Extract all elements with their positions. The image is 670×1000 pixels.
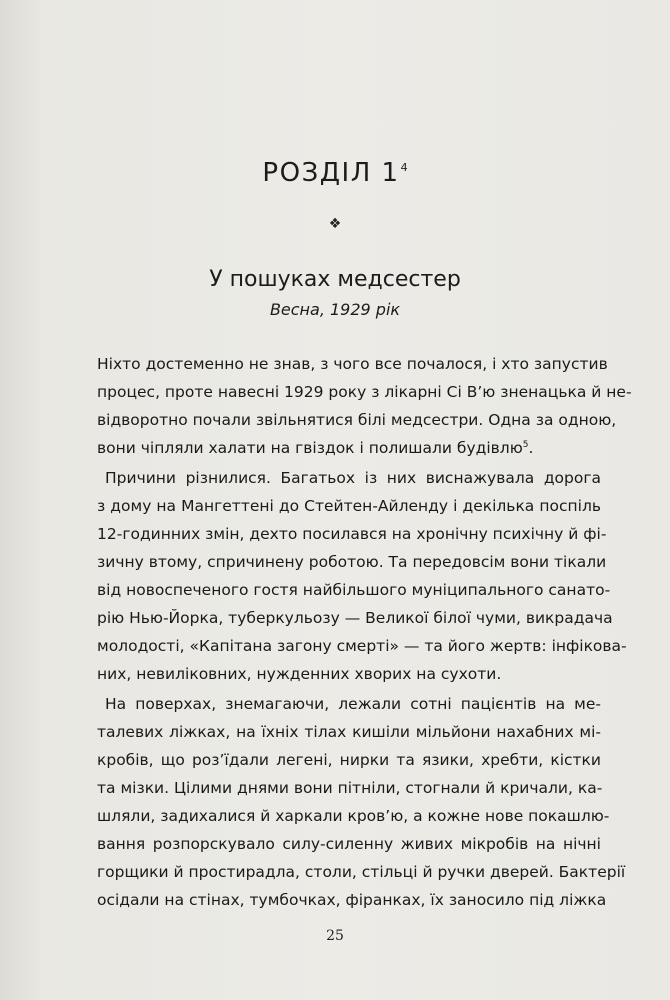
text-line: молодості, «Капітана загону смерті» — та його жертв: інфікова- bbox=[97, 637, 627, 655]
text-line: осідали на стінах, тумбочках, фіранках, їх заносило під ліжка bbox=[97, 891, 607, 909]
text-line: зичну втому, спричинену роботою. Та передовсім вони тікали bbox=[97, 553, 607, 571]
body-text bbox=[97, 350, 632, 914]
chapter-footnote-mark: 4 bbox=[400, 161, 408, 175]
page-number: 25 bbox=[326, 928, 344, 944]
chapter-heading bbox=[0, 158, 670, 188]
text-line: процес, проте навесні 1929 року з лікарні Сі В’ю зненацька й не- bbox=[97, 383, 632, 401]
text-line: 12-годинних змін, дехто посилався на хронічну психічну й фі- bbox=[97, 525, 607, 543]
text-line: відворотно почали звільнятися білі медсестри. Одна за одною, bbox=[97, 411, 617, 429]
text-line: горщики й простирадла, столи, стільці й ручки дверей. Бактерії bbox=[97, 863, 626, 881]
text-line: з дому на Мангеттені до Стейтен-Айленду і декілька поспіль bbox=[97, 497, 601, 515]
text-fragment: . bbox=[528, 439, 534, 457]
text-line: На поверхах, знемагаючи, лежали сотні пацієнтів на ме- bbox=[105, 695, 601, 713]
ornament-divider-icon: ❖ bbox=[328, 216, 342, 232]
text-line: та мізки. Цілими днями вони пітніли, стогнали й кричали, ка- bbox=[97, 779, 603, 797]
paragraph bbox=[97, 464, 627, 688]
section-subtitle: Весна, 1929 рік bbox=[269, 300, 401, 319]
chapter-title: РОЗДІЛ 1 bbox=[262, 158, 400, 188]
text-line: вання розпорскувало силу-силенну живих мікробів на нічні bbox=[97, 835, 601, 853]
section-title: У пошуках медсестер bbox=[209, 267, 461, 292]
paragraph bbox=[97, 350, 632, 462]
text-line: талевих ліжках, на їхніх тілах кишіли мільйони нахабних мі- bbox=[97, 723, 601, 741]
text-line bbox=[97, 434, 601, 462]
text-line: шляли, задихалися й харкали кров’ю, а кожне нове покашлю- bbox=[97, 807, 610, 825]
text-line: Ніхто достеменно не знав, з чого все почалося, і хто запустив bbox=[97, 355, 608, 373]
footnote-mark: 5 bbox=[522, 439, 529, 450]
paragraph bbox=[97, 690, 626, 914]
text-line: Причини різнилися. Багатьох із них виснажувала дорога bbox=[105, 469, 601, 487]
text-line: рію Нью-Йорка, туберкульозу — Великої білої чуми, викрадача bbox=[97, 609, 613, 627]
text-line: них, невиліковних, нужденних хворих на сухоти. bbox=[97, 665, 502, 683]
text-line: кробів, що роз’їдали легені, нирки та язики, хребти, кістки bbox=[97, 751, 601, 769]
text-line: від новоспеченого гостя найбільшого муніципального санато- bbox=[97, 581, 611, 599]
text-fragment: вони чіпляли халати на гвіздок і полишали будівлю bbox=[97, 439, 523, 457]
